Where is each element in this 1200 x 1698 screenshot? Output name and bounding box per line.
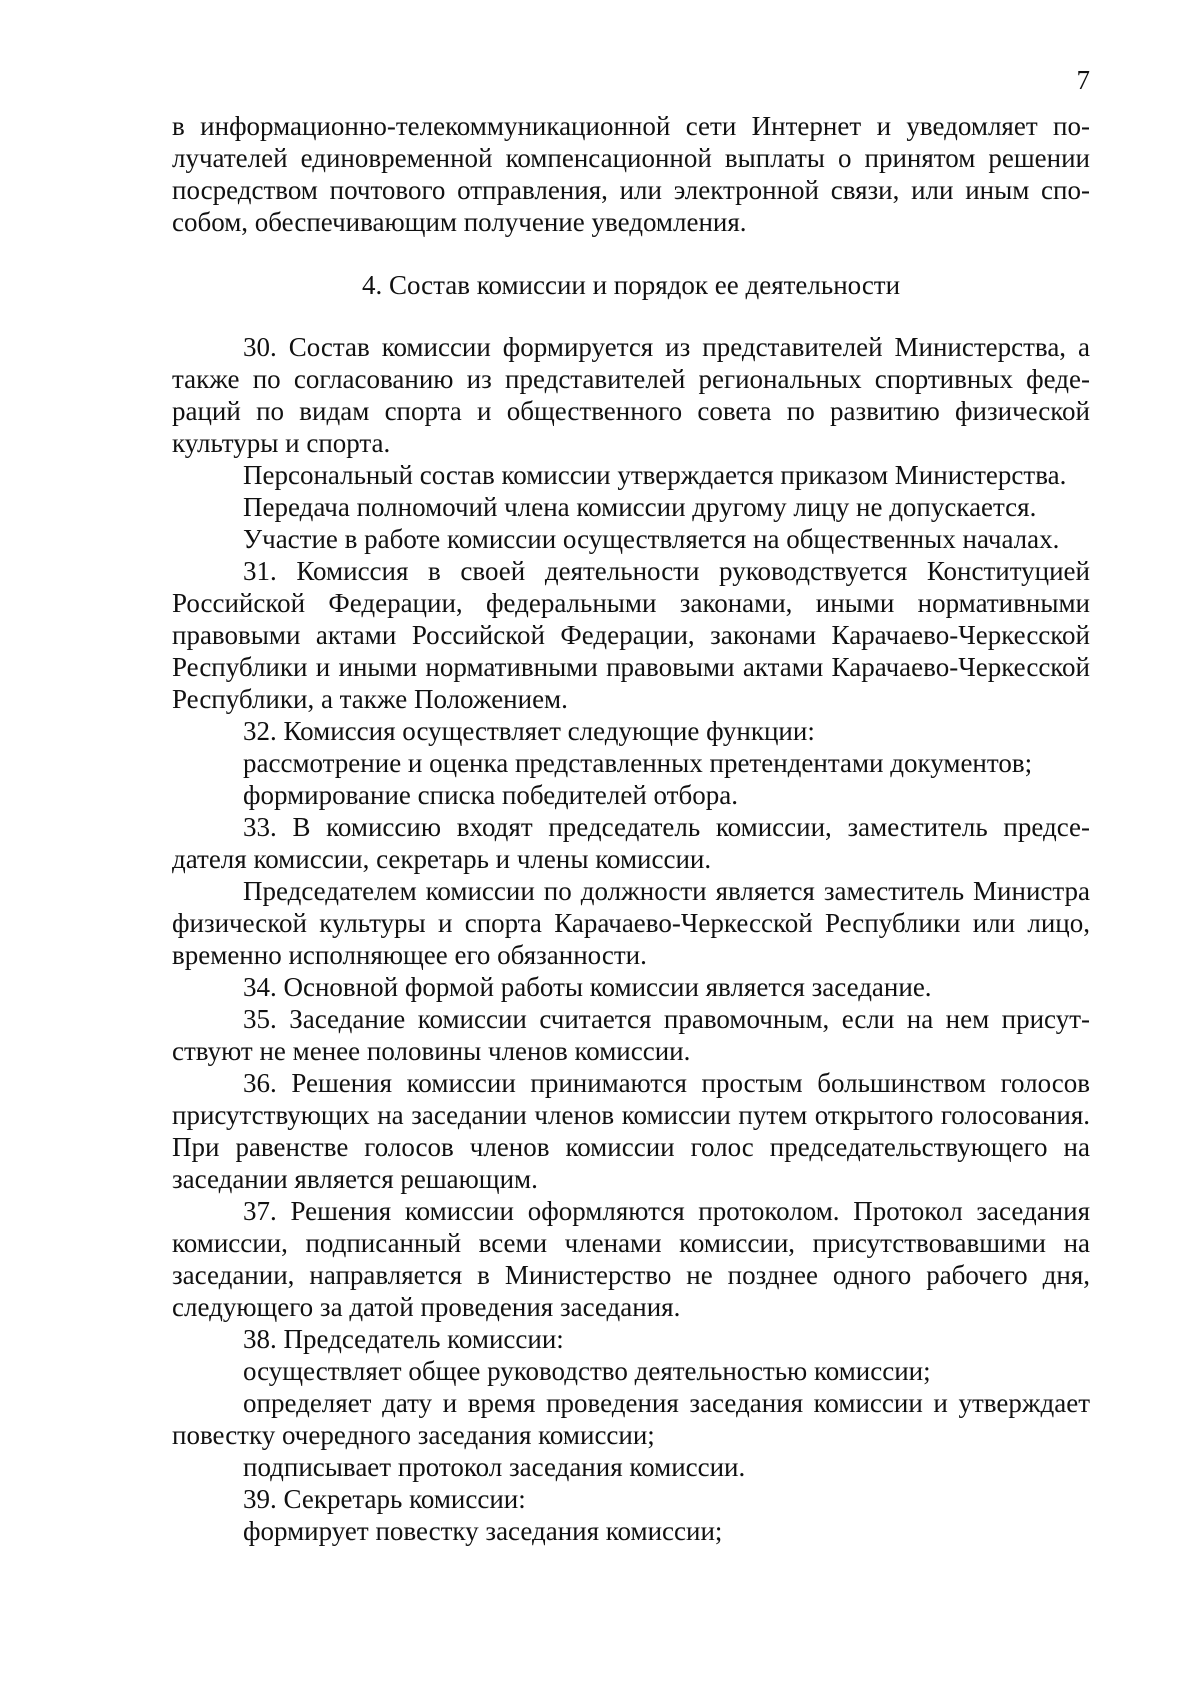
paragraph-32-function-list: формирование списка победителей отбора.	[243, 780, 738, 810]
paragraph-39: 39. Секретарь комиссии:	[243, 1484, 526, 1514]
page-number: 7	[1076, 65, 1090, 95]
paragraph-30-voluntary: Участие в работе комиссии осуществляется на общественных началах.	[243, 524, 1060, 554]
paragraph-38-schedule: определяет дату и время проведения заседания комиссии и утверждает повестку очередного заседания комиссии;	[172, 1388, 1090, 1450]
paragraph-33: 33. В комиссию входят председатель комиссии, заместитель председателя комиссии, секретарь и члены комиссии.	[172, 812, 1090, 874]
paragraph-30-delegation: Передача полномочий члена комиссии другому лицу не допускается.	[243, 492, 1037, 522]
document-body	[172, 110, 1090, 1547]
paragraph-30-personal-composition: Персональный состав комиссии утверждается приказом Министерства.	[243, 460, 1067, 490]
paragraph-39-agenda: формирует повестку заседания комиссии;	[243, 1516, 723, 1546]
paragraph-36: 36. Решения комиссии принимаются простым большинством голосов присутствующих на заседании членов комиссии путем открытого голосования. При равенстве голосов членов комиссии голос председательствующего на заседании является решающим.	[172, 1068, 1090, 1194]
paragraph-intro-continuation: в информационно-телекоммуникационной сети Интернет и уведомляет получателей единовременной компенсационной выплаты о принятом решении посредством почтового отправления, или электронной связи, или иным способом, обеспечивающим получение уведомления.	[172, 111, 1090, 237]
paragraph-38-general-management: осуществляет общее руководство деятельностью комиссии;	[243, 1356, 931, 1386]
paragraph-32-function-review: рассмотрение и оценка представленных претендентами документов;	[243, 748, 1033, 778]
paragraph-33-chairman: Председателем комиссии по должности является заместитель Министра физической культуры и спорта Карачаево-Черкесской Республики или лицо, временно исполняющее его обязанности.	[172, 876, 1090, 970]
paragraph-30: 30. Состав комиссии формируется из представителей Министерства, а также по согласованию из представителей региональных спортивных федераций по видам спорта и общественного совета по развитию физической культуры и спорта.	[172, 332, 1090, 458]
paragraph-32: 32. Комиссия осуществляет следующие функции:	[243, 716, 815, 746]
paragraph-34: 34. Основной формой работы комиссии является заседание.	[243, 972, 932, 1002]
paragraph-35: 35. Заседание комиссии считается правомочным, если на нем присутствуют не менее половины членов комиссии.	[172, 1004, 1090, 1066]
paragraph-38-sign-protocol: подписывает протокол заседания комиссии.	[243, 1452, 746, 1482]
section-heading: 4. Состав комиссии и порядок ее деятельности	[361, 270, 901, 300]
paragraph-38: 38. Председатель комиссии:	[243, 1324, 564, 1354]
paragraph-31: 31. Комиссия в своей деятельности руководствуется Конституцией Российской Федерации, федеральными законами, иными нормативными правовыми актами Российской Федерации, законами Карачаево-Черкесской Республики и иными нормативными правовыми актами Карачаево-Черкесской Республики, а также Положением.	[172, 556, 1090, 714]
paragraph-37: 37. Решения комиссии оформляются протоколом. Протокол заседания комиссии, подписанный всеми членами комиссии, присутствовавшими на заседании, направляется в Министерство не позднее одного рабочего дня, следующего за датой проведения заседания.	[172, 1196, 1090, 1322]
